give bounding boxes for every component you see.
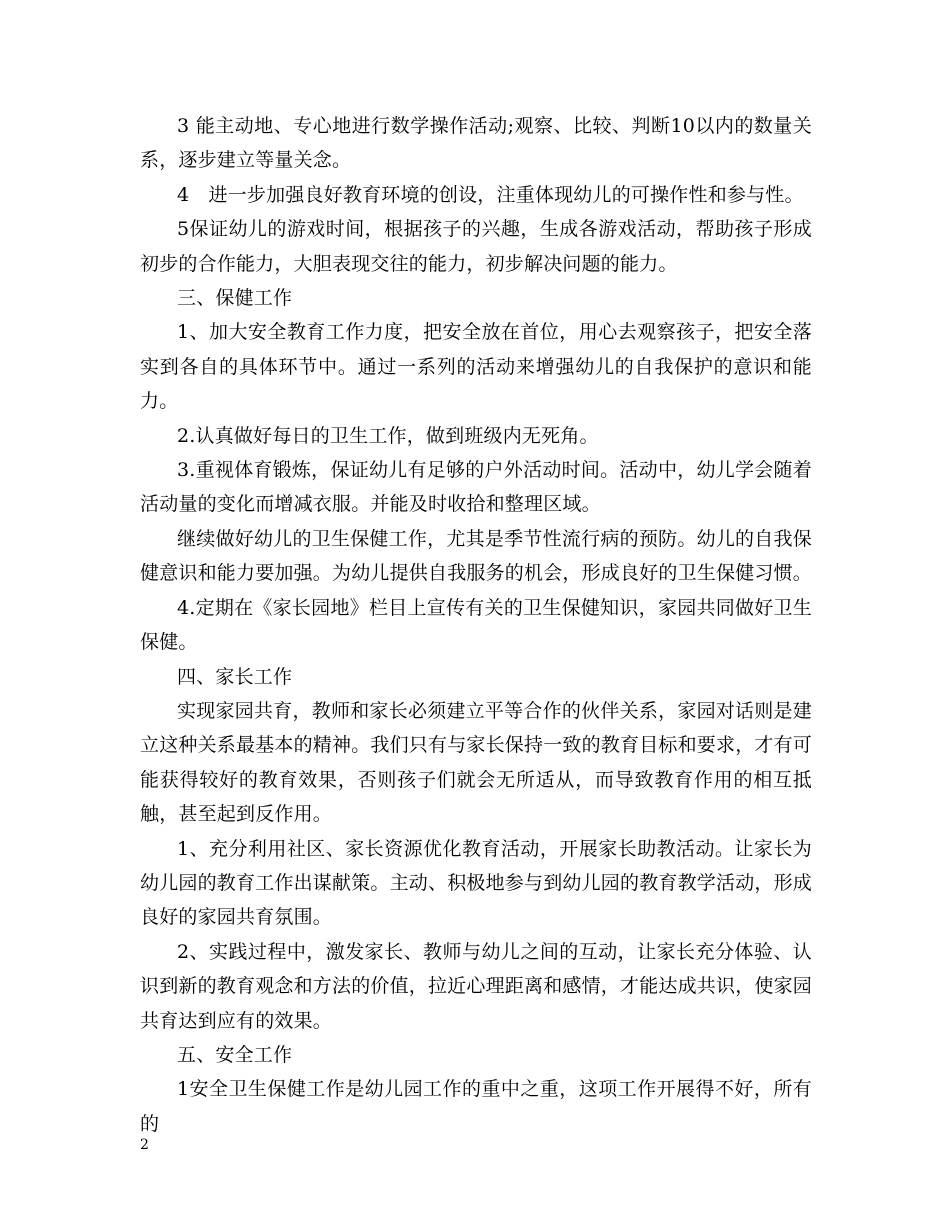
page-number: 2 (140, 1137, 149, 1153)
paragraph-goal-5: 5保证幼儿的游戏时间，根据孩子的兴趣，生成各游戏活动，帮助孩子形成初步的合作能力，大胆表现交往的能力，初步解决问题的能力。 (140, 218, 812, 275)
section-heading-health: 三、保健工作 (177, 287, 293, 310)
document-body (140, 109, 812, 1141)
paragraph-parents-2: 2、实践过程中，激发家长、教师与幼儿之间的互动，让家长充分体验、认识到新的教育观念和方法的价值，拉近心理距离和感情，才能达成共识，使家园共育达到应有的效果。 (140, 940, 813, 1032)
paragraph-parents-1: 1、充分利用社区、家长资源优化教育活动，开展家长助教活动。让家长为幼儿园的教育工作出谋献策。主动、积极地参与到幼儿园的教育教学活动，形成良好的家园共育氛围。 (140, 837, 813, 929)
paragraph-safety-1: 1安全卫生保健工作是幼儿园工作的重中之重，这项工作开展得不好，所有的 (140, 1078, 812, 1135)
paragraph-health-1: 1、加大安全教育工作力度，把安全放在首位，用心去观察孩子，把安全落实到各自的具体环节中。通过一系列的活动来增强幼儿的自我保护的意识和能力。 (140, 321, 812, 413)
section-heading-parents: 四、家长工作 (177, 665, 293, 688)
paragraph-goal-3: 3 能主动地、专心地进行数学操作活动;观察、比较、判断10以内的数量关系，逐步建立等量关念。 (140, 115, 812, 172)
paragraph-health-continue: 继续做好幼儿的卫生保健工作，尤其是季节性流行病的预防。幼儿的自我保健意识和能力要加强。为幼儿提供自我服务的机会，形成良好的卫生保健习惯。 (140, 527, 813, 585)
paragraph-health-2: 2.认真做好每日的卫生工作，做到班级内无死角。 (177, 424, 599, 447)
section-heading-safety: 五、安全工作 (177, 1043, 293, 1066)
paragraph-health-3: 3.重视体育锻炼，保证幼儿有足够的户外活动时间。活动中，幼儿学会随着活动量的变化而增减衣服。并能及时收拾和整理区域。 (140, 459, 812, 516)
paragraph-health-4: 4.定期在《家长园地》栏目上宣传有关的卫生保健知识，家园共同做好卫生保健。 (140, 596, 812, 654)
paragraph-goal-4: 4 进一步加强良好教育环境的创设，注重体现幼儿的可操作性和参与性。 (177, 183, 804, 206)
paragraph-parents-intro: 实现家园共育，教师和家长必须建立平等合作的伙伴关系，家园对话则是建立这种关系最基本的精神。我们只有与家长保持一致的教育目标和要求，才有可能获得较好的教育效果，否则孩子们就会无所适从，而导致教育作用的相互抵触，甚至起到反作用。 (140, 699, 813, 826)
